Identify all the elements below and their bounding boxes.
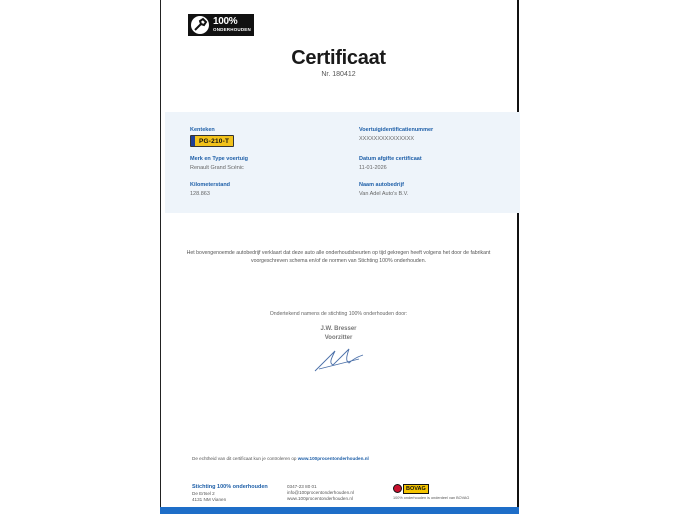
dealer-field xyxy=(359,182,408,197)
footer-address-2: 4131 NM Vianen xyxy=(192,497,227,502)
footer-organization xyxy=(192,484,268,502)
date-label: Datum afgifte certificaat xyxy=(359,156,422,162)
statement-line-2: voorgeschreven schema en/of de normen van Stichting 100% onderhouden. xyxy=(250,258,427,265)
brand-logo xyxy=(188,14,254,36)
logo-sub-text: ONDERHOUDEN xyxy=(213,27,251,33)
footer-phone: 0347-23 80 01 xyxy=(287,484,317,489)
vin-field xyxy=(359,127,433,142)
certificate-page xyxy=(160,0,519,510)
mileage-label: Kilometerstand xyxy=(190,182,231,188)
make-field xyxy=(190,156,248,171)
vin-label: Voertuigidentificatienummer xyxy=(359,127,434,133)
footer-email[interactable]: info@100procentonderhouden.nl xyxy=(287,489,354,495)
bovag-note: 100% onderhouden is onderdeel van BOVAG xyxy=(393,496,470,500)
verify-link[interactable]: www.100procentonderhouden.nl xyxy=(297,456,369,461)
signer-role: Voorzitter xyxy=(324,335,353,341)
mileage-field xyxy=(190,182,230,197)
plate-label: Kenteken xyxy=(190,127,215,133)
footer-contact xyxy=(287,484,354,502)
dealer-label: Naam autobedrijf xyxy=(359,182,404,188)
signer-name: J.W. Bresser xyxy=(320,326,357,332)
certificate-title: Certificaat xyxy=(291,47,386,69)
make-value: Renault Grand Scénic xyxy=(190,165,244,171)
license-plate xyxy=(190,135,234,147)
bovag-block xyxy=(393,483,469,500)
verify-text: De echtheid van dit certificaat kun je controleren op xyxy=(192,456,297,461)
verify-note xyxy=(192,456,369,461)
bovag-logo xyxy=(393,483,469,494)
viewer-background xyxy=(0,0,160,514)
make-label: Merk en Type voertuig xyxy=(190,156,248,162)
vehicle-info-box xyxy=(165,112,520,213)
statement-line-1: Het bovengenoemde autobedrijf verklaart dat deze auto alle onderhoudsbeurten op tijd gekregen heeft volgens het door de fabrikant xyxy=(186,250,491,256)
footer-website[interactable]: www.100procentonderhouden.nl xyxy=(287,495,353,501)
date-field xyxy=(359,156,422,171)
wrench-icon xyxy=(190,15,210,35)
certificate-statement xyxy=(169,249,508,265)
plate-field xyxy=(190,127,234,151)
logo-main-text: 100% xyxy=(213,16,238,28)
handwritten-signature xyxy=(313,345,365,373)
bovag-emblem-icon xyxy=(393,484,402,493)
signed-intro: Ondertekend namens de stichting 100% onderhouden door: xyxy=(269,311,408,317)
footer-address-1: De Ertsel 2 xyxy=(192,491,215,496)
mileage-value: 128.863 xyxy=(190,191,210,197)
plate-value: PG-210-T xyxy=(199,137,230,145)
vin-value: XXXXXXXXXXXXXXX xyxy=(359,136,415,142)
date-value: 11-01-2026 xyxy=(359,165,387,171)
dealer-value: Van Adel Auto's B.V. xyxy=(359,191,409,197)
footer-org-name: Stichting 100% onderhouden xyxy=(192,484,268,490)
page-bottom-strip xyxy=(160,507,519,514)
bovag-logo-text: BOVAG xyxy=(403,484,429,494)
certificate-number: Nr. 180412 xyxy=(321,71,356,78)
